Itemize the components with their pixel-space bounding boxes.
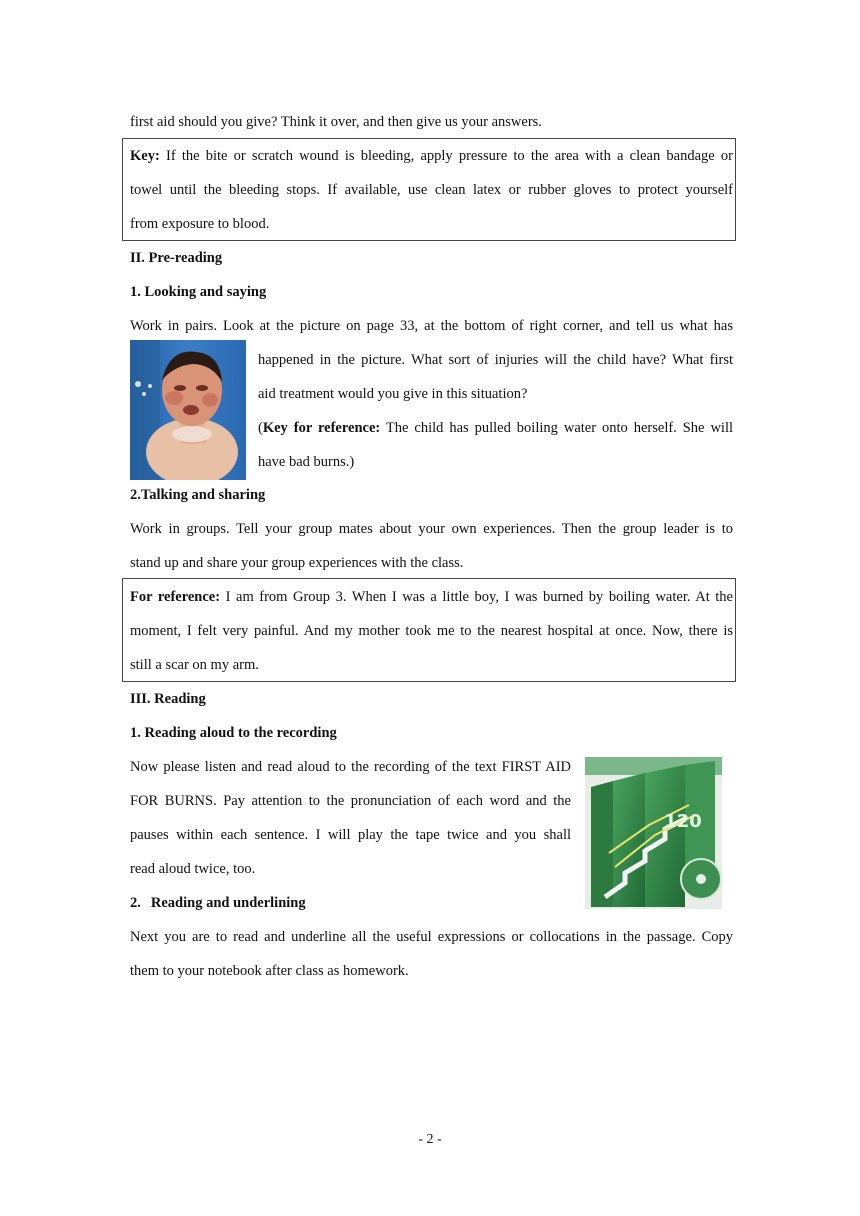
reference-line-3: still a scar on my arm.: [130, 657, 259, 673]
book-badge-text: 120: [664, 811, 702, 832]
section-heading-reading: III. Reading: [130, 691, 206, 707]
reading-aloud-line-3: pauses within each sentence. I will play the tape twice and you shall: [130, 827, 571, 843]
intro-line: first aid should you give? Think it over, and then give us your answers.: [130, 114, 542, 130]
subheading-talking-and-sharing: 2.Talking and sharing: [130, 487, 266, 503]
subheading-reading-and-underlining: 2. Reading and underlining: [130, 895, 306, 911]
looking-line-4: (Key for reference: The child has pulled boiling water onto herself. She will: [258, 420, 734, 436]
key-line-3: from exposure to blood.: [130, 216, 270, 232]
for-reference-label: For reference:: [130, 589, 221, 605]
key-line-2: towel until the bleeding stops. If available, use clean latex or rubber gloves to protect yourself: [130, 182, 733, 198]
book-set-image: [585, 757, 722, 909]
section-heading-pre-reading: II. Pre-reading: [130, 250, 223, 266]
underlining-line-2: them to your notebook after class as homework.: [130, 963, 409, 979]
looking-line-5: have bad burns.): [258, 454, 355, 470]
subheading-reading-aloud: 1. Reading aloud to the recording: [130, 725, 337, 741]
child-burn-photo: [130, 340, 246, 480]
looking-line-1: Work in pairs. Look at the picture on page 33, at the bottom of right corner, and tell us what has: [130, 318, 733, 334]
key-label: Key:: [130, 148, 160, 164]
page-number: - 2 -: [418, 1132, 442, 1147]
reading-aloud-line-4: read aloud twice, too.: [130, 861, 256, 877]
key-for-reference-label: Key for reference:: [262, 420, 381, 436]
reading-aloud-line-1: Now please listen and read aloud to the recording of the text FIRST AID: [130, 759, 571, 775]
looking-line-3: aid treatment would you give in this situation?: [258, 386, 528, 402]
talking-line-1: Work in groups. Tell your group mates about your own experiences. Then the group leader is to: [130, 521, 733, 537]
reference-line-2: moment, I felt very painful. And my mother took me to the nearest hospital at once. Now, there is: [130, 623, 733, 639]
talking-line-2: stand up and share your group experiences with the class.: [130, 555, 464, 571]
subheading-looking-and-saying: 1. Looking and saying: [130, 284, 267, 300]
underlining-line-1: Next you are to read and underline all the useful expressions or collocations in the passage. Copy: [130, 929, 733, 945]
looking-line-2: happened in the picture. What sort of injuries will the child have? What first: [258, 352, 733, 368]
reference-line-1: For reference: I am from Group 3. When I was a little boy, I was burned by boiling water. At the: [130, 589, 733, 605]
key-line-1: Key: If the bite or scratch wound is bleeding, apply pressure to the area with a clean bandage or: [130, 148, 733, 164]
reading-aloud-line-2: FOR BURNS. Pay attention to the pronunciation of each word and the: [130, 793, 571, 809]
